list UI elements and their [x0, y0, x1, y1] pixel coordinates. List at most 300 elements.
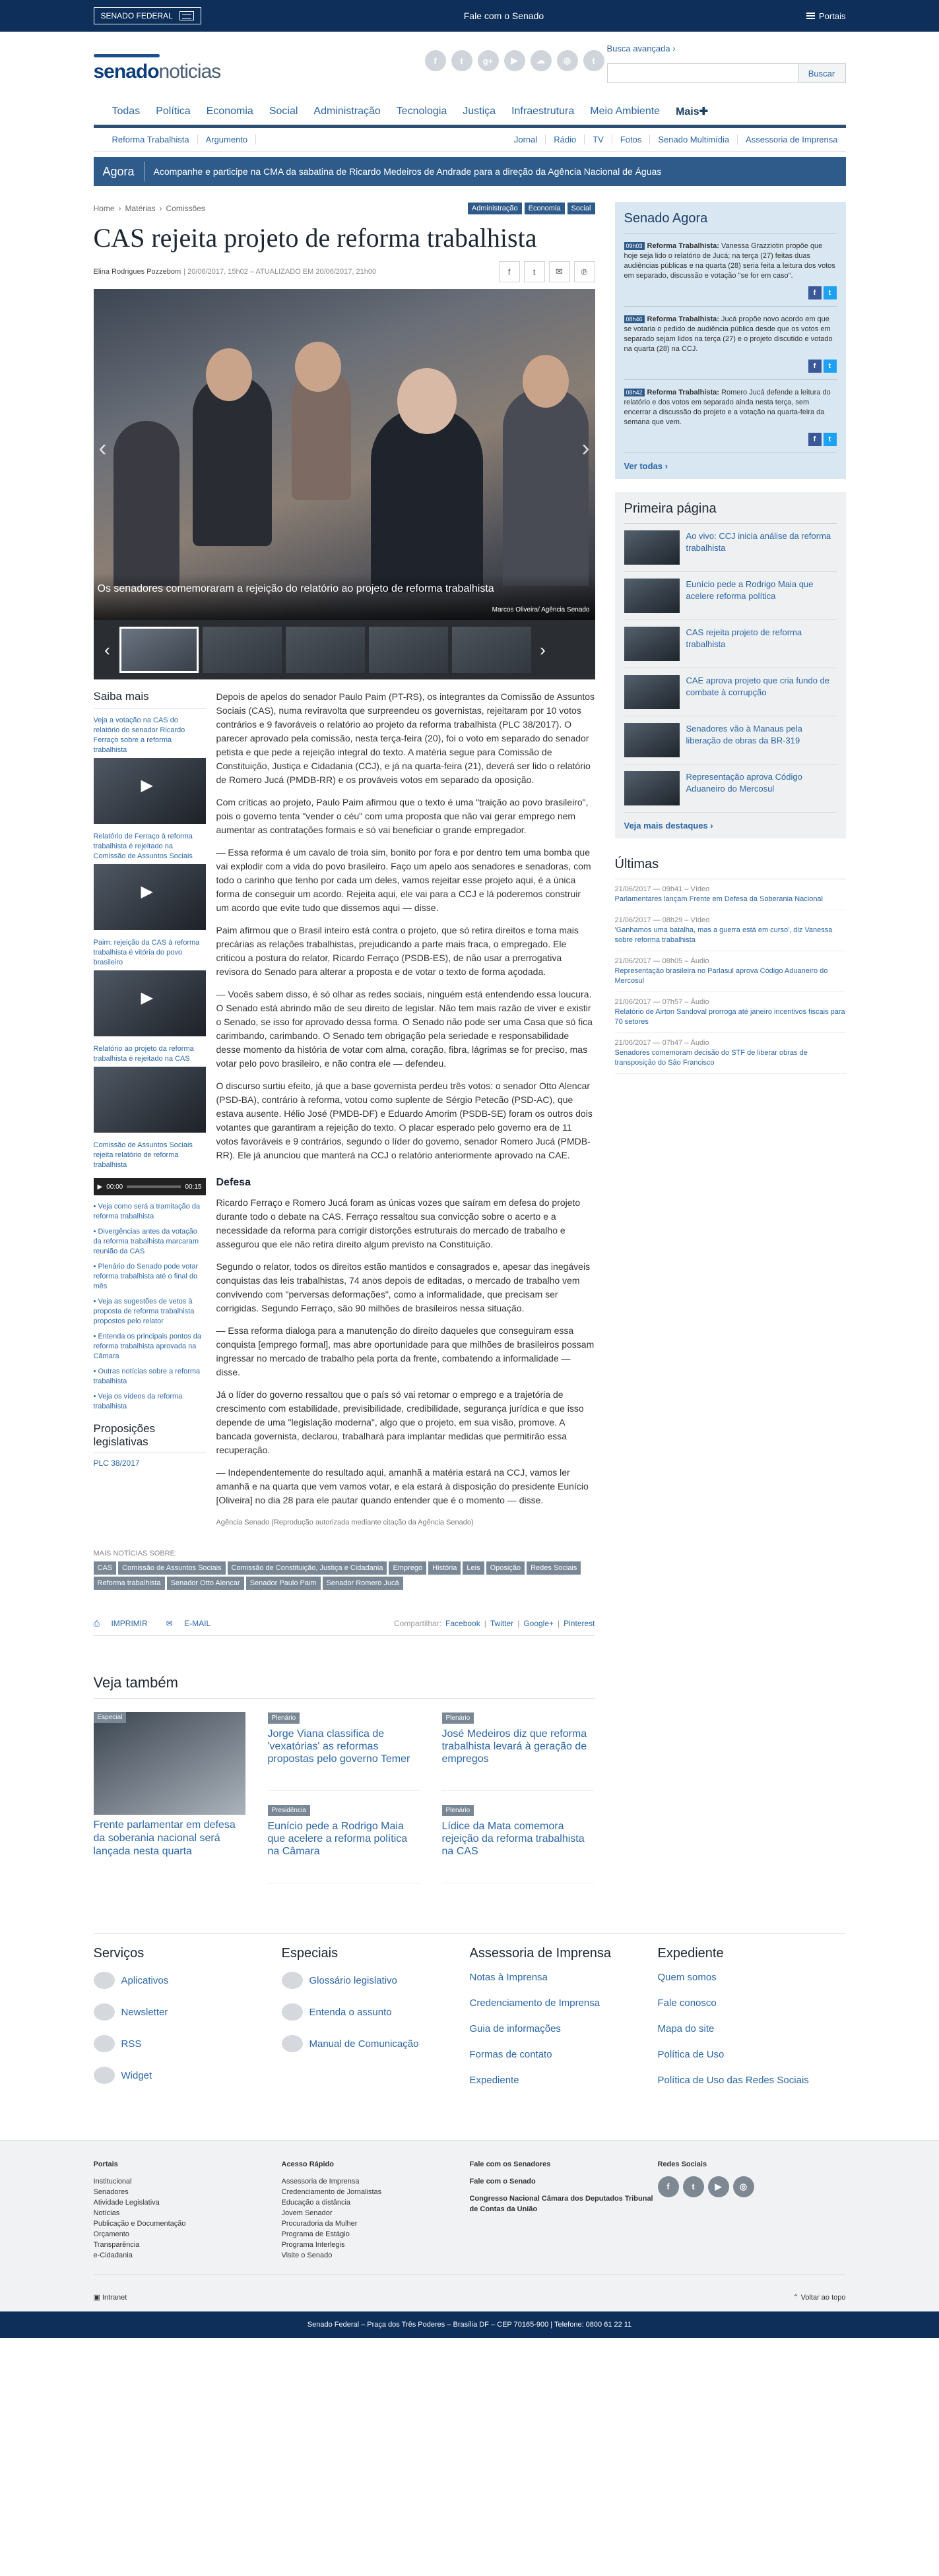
facebook-icon[interactable]: f	[808, 286, 822, 299]
topic-tag[interactable]: Senador Paulo Paim	[246, 1577, 321, 1590]
intranet-link[interactable]	[94, 2293, 127, 2302]
thumbnail[interactable]	[369, 627, 448, 673]
veja-label: Presidência	[268, 1805, 310, 1816]
lock-icon: ▣	[93, 2294, 102, 2302]
subnav-argumento[interactable]: Argumento	[198, 135, 257, 144]
source-note: Agência Senado (Reprodução autorizada mediante citação da Agência Senado)	[216, 1519, 474, 1526]
photo-face	[295, 342, 341, 392]
topic-tag[interactable]: Redes Sociais	[527, 1561, 581, 1575]
footer-link[interactable]: Atividade Legislativa	[93, 2199, 160, 2207]
veja-image	[94, 1712, 245, 1815]
tumblr-icon[interactable]: t	[583, 50, 604, 71]
print-label: IMPRIMIR	[111, 1619, 148, 1628]
veja-title: José Medeiros diz que reforma trabalhista levará à geração de empregos	[441, 1728, 587, 1765]
facebook-icon[interactable]: f	[808, 360, 822, 373]
main-nav	[94, 98, 846, 128]
item-topic: Reforma Trabalhista:	[647, 389, 719, 396]
ver-todas-link[interactable]: Ver todas ›	[624, 461, 668, 471]
saiba-item-label: Relatório ao projeto da reforma trabalhista é rejeitado na CAS	[93, 1045, 194, 1063]
twitter-icon[interactable]: t	[824, 433, 837, 446]
mais-noticias-label: MAIS NOTÍCIAS SOBRE:	[93, 1550, 178, 1557]
item-text: Jucá propõe novo acordo em que se votaria o pedido de audiência pública desde que os votos em separado sejam lidos na terça (27) e o projeto discutido e votado na quarta (28) na CCJ.	[624, 315, 833, 353]
veja-label: Especial	[94, 1712, 127, 1723]
item-title: Relatório de Airton Sandoval prorroga até janeiro incentivos fiscais para 70 setores	[614, 1008, 845, 1026]
share-twitter-icon[interactable]: t	[524, 261, 545, 282]
agora-text: Acompanhe e participe na CMA da sabatina de Ricardo Medeiros de Andrade para a direção da Agência Nacional de Águas	[153, 166, 662, 177]
photo-face	[523, 355, 569, 408]
subnav-assessoria[interactable]: Assessoria de Imprensa	[746, 135, 838, 144]
news-thumbnail	[624, 627, 680, 661]
email-button[interactable]	[166, 1619, 220, 1628]
primeira-item[interactable]	[624, 572, 837, 620]
news-thumbnail	[624, 771, 680, 805]
footer-link[interactable]: Programa Interlegis	[281, 2241, 345, 2249]
topic-tag[interactable]: Senador Otto Alencar	[167, 1577, 244, 1590]
topic-tag[interactable]: Comissão de Assuntos Sociais	[118, 1561, 225, 1575]
primeira-pagina-title: Primeira página	[624, 501, 837, 524]
voltar-topo-label: Voltar ao topo	[800, 2294, 846, 2302]
logo-light: noticias	[158, 61, 221, 82]
crumb-comissoes[interactable]: Comissões	[166, 204, 205, 213]
article	[94, 202, 595, 1897]
footer-fale-title[interactable]: Fale com os Senadores	[469, 2160, 551, 2168]
nav-tecnologia[interactable]: Tecnologia	[396, 105, 447, 117]
item-title: Parlamentares lançam Frente em Defesa da Soberania Nacional	[614, 895, 823, 903]
expediente-link[interactable]: Mapa do site	[657, 2023, 715, 2034]
veja-tambem-title: Veja também	[94, 1674, 595, 1699]
news-thumbnail	[624, 723, 680, 757]
servico-link[interactable]	[94, 1972, 282, 1989]
top-bar	[0, 0, 939, 32]
news-thumbnail	[624, 579, 680, 613]
senado-agora	[615, 202, 846, 479]
arrow-up-icon: ⌃	[793, 2294, 801, 2302]
share-pinterest-icon[interactable]: ℗	[574, 261, 595, 282]
portais-menu[interactable]	[806, 11, 845, 21]
footer-congresso[interactable]: Congresso Nacional Câmara dos Deputados Tribunal de Contas da União	[469, 2195, 653, 2213]
item-title: 'Ganhamos uma batalha, mas a guerra está em curso', diz Vanessa sobre reforma trabalhista	[614, 926, 833, 944]
video-thumbnail[interactable]	[94, 970, 206, 1036]
agora-banner[interactable]	[94, 157, 846, 186]
glossary-icon	[282, 1972, 303, 1989]
servico-label: Aplicativos	[121, 1974, 169, 1986]
thumbs-next-icon[interactable]: ›	[540, 639, 546, 660]
paragraph: Ricardo Ferraço e Romero Jucá foram as únicas vozes que saíram em defesa do projeto durante todo o debate na CAS. Ferraço ressaltou sua convicção sobre o acerto e a necessidade da reforma para corrigir distorções estruturais do mercado de trabalho e assegurou que ele não retira direito algum previsto na Constituição.	[216, 1197, 581, 1249]
especial-label: Glossário legislativo	[309, 1974, 397, 1986]
veja-card[interactable]	[94, 1712, 245, 1897]
menu-icon	[806, 13, 815, 19]
saiba-item-label: Comissão de Assuntos Sociais rejeita relatório de reforma trabalhista	[93, 1141, 193, 1169]
servicos-title: Serviços	[93, 1946, 145, 1961]
ultimas-item[interactable]	[615, 1033, 846, 1074]
player-duration: 00:15	[185, 1183, 202, 1191]
news-thumbnail	[624, 530, 680, 565]
youtube-icon[interactable]: ▶	[504, 50, 525, 71]
veja-title: Frente parlamentar em defesa da soberania nacional será lançada nesta quarta	[93, 1819, 236, 1857]
subnav-tv[interactable]: TV	[585, 135, 612, 144]
footer-acesso-title: Acesso Rápido	[281, 2160, 334, 2168]
audio-player[interactable]	[94, 1178, 206, 1195]
news-title: Eunício pede a Rodrigo Maia que acelere reforma política	[686, 579, 814, 601]
print-icon: ⎙	[93, 1619, 102, 1628]
paragraph: Com críticas ao projeto, Paulo Paim afirmou que o texto é uma "traição ao povo brasileiro", pois o governo tenta "vender o céu" com uma proposta que não vai gerar emprego nem aumentar as contratações formais e só vai beneficiar o grande empregador.	[216, 797, 589, 835]
item-topic: Reforma Trabalhista:	[647, 242, 719, 250]
topic-tag[interactable]: CAS	[94, 1561, 117, 1575]
share-pinterest-link[interactable]: Pinterest	[564, 1619, 595, 1628]
manual-icon	[282, 2035, 303, 2052]
article-body	[216, 690, 595, 1530]
twitter-icon[interactable]: t	[683, 2176, 704, 2197]
primeira-item[interactable]	[624, 668, 837, 716]
logo-bold: senado	[93, 61, 159, 82]
ultimas-item[interactable]	[615, 992, 846, 1033]
twitter-icon[interactable]: t	[824, 360, 837, 373]
nav-infraestrutura[interactable]: Infraestrutura	[511, 105, 575, 117]
widget-icon	[94, 2067, 115, 2084]
tag-administracao[interactable]: Administração	[468, 203, 522, 214]
thumbs-prev-icon[interactable]: ‹	[104, 639, 110, 660]
share-facebook-icon[interactable]: f	[499, 261, 520, 282]
crumb-sep: ›	[118, 204, 121, 213]
saiba-link[interactable]: ▪ Veja como será a tramitação da reforma trabalhista	[94, 1202, 206, 1222]
especiais-title: Especiais	[281, 1946, 339, 1961]
ultimas-title: Últimas	[615, 857, 846, 879]
footer-link[interactable]: Educação a distância	[281, 2199, 351, 2207]
address: Senado Federal – Praça dos Três Poderes – Brasília DF – CEP 70165-900 | Telefone: 0800 61 22 11	[307, 2321, 632, 2329]
saiba-item[interactable]	[94, 1044, 206, 1133]
saiba-item[interactable]	[94, 716, 206, 824]
busca-avancada-link[interactable]: Busca avançada ›	[606, 44, 676, 53]
subnav-radio[interactable]: Rádio	[546, 135, 585, 144]
veja-title: Lídice da Mata comemora rejeição da reforma trabalhista na CAS	[441, 1821, 585, 1857]
footer-link[interactable]: Institucional	[93, 2178, 132, 2185]
nav-administracao[interactable]: Administração	[313, 105, 381, 117]
saiba-link[interactable]: ▪ Veja os vídeos da reforma trabalhista	[94, 1392, 206, 1412]
footer-link[interactable]: Orçamento	[93, 2230, 129, 2238]
saiba-link[interactable]: ▪ Divergências antes da votação da reforma trabalhista marcaram reunião da CAS	[94, 1227, 206, 1257]
item-topic: Reforma Trabalhista:	[647, 315, 719, 323]
tag-social[interactable]: Social	[567, 203, 595, 214]
footer-link[interactable]: Assessoria de Imprensa	[281, 2178, 360, 2185]
item-text: Romero Jucá defende a leitura do relatório e dos votos em separado ainda nesta terça, sem encerrar a discussão do projeto e a votação na quarta-feira da semana que vem.	[624, 389, 831, 426]
facebook-icon[interactable]: f	[425, 50, 446, 71]
facebook-icon[interactable]: f	[808, 433, 822, 446]
print-button[interactable]	[94, 1619, 157, 1628]
photo-thumbnail[interactable]	[94, 1067, 206, 1133]
topic-tag[interactable]: História	[428, 1561, 461, 1575]
veja-card[interactable]	[442, 1712, 594, 1791]
veja-tambem	[94, 1674, 595, 1897]
play-icon[interactable]: ▶	[97, 1183, 103, 1191]
article-actions	[94, 1619, 595, 1636]
subnav-reforma[interactable]: Reforma Trabalhista	[94, 135, 198, 144]
twitter-icon[interactable]: t	[824, 286, 837, 299]
assessoria-link[interactable]: Guia de informações	[469, 2023, 561, 2034]
youtube-icon[interactable]: ▶	[708, 2176, 729, 2197]
instagram-icon[interactable]: ◎	[557, 50, 578, 71]
nav-mais[interactable]	[668, 105, 716, 118]
email-label: E-MAIL	[184, 1619, 211, 1628]
nav-politica[interactable]: Política	[156, 105, 191, 117]
time-badge: 08h46	[624, 315, 645, 323]
footer-fale-senado[interactable]: Fale com o Senado	[469, 2178, 536, 2185]
share-twitter-link[interactable]: Twitter	[490, 1619, 514, 1628]
photo-next-icon[interactable]: ›	[581, 434, 590, 461]
agora-tag: Agora	[94, 162, 145, 181]
item-date: 21/06/2017 — 09h41 – Vídeo	[614, 885, 710, 893]
topic-tag[interactable]: Emprego	[389, 1561, 426, 1575]
footer-link[interactable]: Credenciamento de Jornalistas	[281, 2188, 382, 2196]
separator: |	[517, 1619, 520, 1628]
logo-bar	[94, 54, 160, 57]
separator: |	[558, 1619, 560, 1628]
especial-label: Manual de Comunicação	[309, 2038, 419, 2050]
item-date: 21/06/2017 — 08h05 – Áudio	[614, 957, 709, 965]
servico-label: Widget	[121, 2069, 152, 2081]
expediente-link[interactable]: Política de Uso das Redes Sociais	[657, 2075, 809, 2086]
assessoria-link[interactable]: Formas de contato	[469, 2049, 552, 2060]
email-icon: ✉	[166, 1619, 176, 1628]
especial-link[interactable]	[282, 2003, 470, 2021]
share-email-icon[interactable]: ✉	[549, 261, 570, 282]
share-facebook-link[interactable]: Facebook	[445, 1619, 480, 1628]
crumb-home[interactable]: Home	[93, 204, 115, 213]
senado-agora-title: Senado Agora	[624, 211, 837, 234]
servico-link[interactable]	[94, 2035, 282, 2052]
ultimas-item[interactable]	[615, 910, 846, 951]
photo-prev-icon[interactable]: ‹	[98, 434, 107, 461]
senado-federal-button[interactable]	[94, 7, 201, 24]
assessoria-link[interactable]: Notas à Imprensa	[469, 1972, 548, 1983]
topic-tag[interactable]: Senador Romero Jucá	[323, 1577, 403, 1590]
footer-link[interactable]: Transparência	[93, 2241, 140, 2249]
paragraph: Paim afirmou que o Brasil inteiro está contra o projeto, que só retira direitos e torna mais precárias as relações trabalhistas, prejudicando a parte mais fraca, o empregado. Ele criticou a postura do relator, Ricardo Ferraço (PSDB-ES), de não usar a prerrogativa revisora do Senado para alterar a proposta e de votar o texto de forma açodada.	[216, 925, 579, 977]
flag-icon	[179, 11, 194, 20]
logo[interactable]	[94, 46, 259, 82]
sidebar	[615, 202, 846, 1897]
article-title: CAS rejeita projeto de reforma trabalhista	[93, 223, 537, 253]
news-title: Senadores vão à Manaus pela liberação de obras da BR-319	[686, 724, 802, 745]
assessoria-link[interactable]: Credenciamento de Imprensa	[469, 1997, 600, 2009]
video-thumbnail[interactable]	[94, 758, 206, 824]
saiba-item-label: Relatório de Ferraço à reforma trabalhista é rejeitado na Comissão de Assuntos Sociais	[93, 832, 193, 860]
rss-icon	[94, 2035, 115, 2052]
thumbnail[interactable]	[119, 627, 199, 673]
saiba-item-label: Paim: rejeição da CAS à reforma trabalhista é vitória do povo brasileiro	[93, 939, 200, 966]
saiba-item-label: Veja a votação na CAS do relatório do senador Ricardo Ferraço sobre a reforma trabalhista	[93, 716, 185, 754]
news-title: Ao vivo: CCJ inicia análise da reforma trabalhista	[686, 531, 831, 553]
photo-thumbnails	[94, 620, 595, 679]
nav-economia[interactable]: Economia	[206, 105, 253, 117]
senado-federal-label: SENADO FEDERAL	[100, 11, 173, 20]
paragraph: — Independentemente do resultado aqui, amanhã a matéria estará na CCJ, vamos ler amanhã e na quarta que vem vamos votar, e ela estará à disposição do presidente Eunício [Oliveira] no dia 28 para ele pautar quando entender que é o momento — disse.	[216, 1467, 589, 1505]
sub-nav	[94, 128, 846, 152]
compartilhar-label: Compartilhar:	[393, 1619, 442, 1628]
photo-figure	[371, 408, 483, 592]
paragraph: Segundo o relator, todos os direitos estão mantidos e consagrados e, apesar das inegáveis conquistas das leis trabalhistas, 74 anos depois de editadas, o mercado de trabalho vem convivendo com "perversas deformações", como a informalidade, que precisam ser corrigidas. Segundo Ferraço, são 90 milhões de brasileiros nessa situação.	[216, 1261, 591, 1313]
nav-meio-ambiente[interactable]: Meio Ambiente	[590, 105, 661, 117]
proposicoes-title: Proposições legislativas	[94, 1422, 206, 1453]
item-date: 21/06/2017 — 07h57 – Áudio	[614, 998, 709, 1006]
googleplus-icon[interactable]: g+	[478, 50, 499, 71]
primeira-item[interactable]	[624, 716, 837, 765]
veja-label: Plenário	[442, 1712, 474, 1724]
veja-card[interactable]	[268, 1804, 420, 1883]
photo-credit: Marcos Oliveira/ Agência Senado	[492, 606, 590, 613]
header-social	[425, 50, 604, 71]
search-input[interactable]	[607, 63, 798, 83]
nav-mais-label: Mais	[676, 106, 699, 117]
ultimas-item[interactable]	[615, 951, 846, 992]
saiba-item[interactable]	[94, 832, 206, 930]
paragraph: Já o líder do governo ressaltou que o país só vai retomar o emprego e a trajetória de crescimento com estabilidade, previsibilidade, credibilidade, segurança jurídica e que isso depende de uma "legislação moderna", algo que o projeto, em sua visão, promove. A bancada governista, declarou, trabalhará para implantar medidas que permitirão essa recuperação.	[216, 1389, 584, 1455]
expediente-link[interactable]: Quem somos	[657, 1972, 717, 1983]
soundcloud-icon[interactable]: ☁	[531, 50, 552, 71]
paragraph: O discurso surtiu efeito, já que a base governista perdeu três votos: o senador Otto Alencar (PSD-BA), contrário à reforma, votou como suplente de Sérgio Petecão (PSD-AC), que estava ausente. Hélio José (PMDB-DF) e Eduardo Amorim (PSDB-SE) foram os outros dois votantes que garantiram a rejeição do texto. O placar esperado pelo governo era de 11 votos favoráveis e 9 contrários, segundo o líder do governo, senador Romero Jucá (PMDB-RR). Ele já anunciou que manterá na CCJ o relatório anteriormente aprovado na CAE.	[216, 1081, 593, 1160]
saiba-mais	[94, 690, 206, 1530]
crumb-materias[interactable]: Matérias	[125, 204, 156, 213]
servico-link[interactable]	[94, 2067, 282, 2084]
especial-label: Entenda o assunto	[309, 2006, 392, 2018]
nav-todas[interactable]: Todas	[112, 105, 141, 117]
thumbnail[interactable]	[286, 627, 365, 673]
search-button[interactable]: Buscar	[798, 63, 846, 83]
footer	[0, 2140, 939, 2311]
veja-label: Plenário	[442, 1805, 474, 1816]
topic-tag[interactable]: Leis	[463, 1561, 484, 1575]
photo-face	[397, 368, 457, 434]
facebook-icon[interactable]: f	[658, 2176, 679, 2197]
especial-link[interactable]	[282, 1972, 470, 1989]
search-box	[607, 63, 846, 83]
thumbnail[interactable]	[203, 627, 282, 673]
photo-caption-area	[94, 574, 595, 620]
item-date: 21/06/2017 — 08h29 – Vídeo	[614, 916, 710, 924]
assessoria-title: Assessoria de Imprensa	[469, 1946, 612, 1961]
veja-title: Eunício pede a Rodrigo Maia que acelere a reforma política na Câmara	[267, 1821, 408, 1857]
topic-tag[interactable]: Comissão de Constituição, Justiça e Cidadania	[228, 1561, 387, 1575]
ultimas-item[interactable]	[615, 879, 846, 910]
footer-link[interactable]: Jovem Senador	[281, 2209, 333, 2217]
veja-title: Jorge Viana classifica de 'vexatórias' as reformas propostas pelo governo Temer	[267, 1728, 410, 1765]
saiba-item[interactable]	[94, 938, 206, 1036]
expediente-title: Expediente	[657, 1946, 724, 1961]
subnav-jornal[interactable]: Jornal	[506, 135, 546, 144]
item-text: Vanessa Grazziotin propõe que hoje seja lido o relatório de Jucá; na terça (27) feitas duas audiências públicas e na quarta (28) seria feita a leitura dos votos em separado, discussão e votação "se for em caso".	[624, 242, 835, 280]
news-thumbnail	[624, 675, 680, 709]
crumb-sep: ›	[159, 204, 162, 213]
primeira-pagina	[615, 492, 846, 838]
nav-justica[interactable]: Justiça	[463, 105, 496, 117]
primeira-item[interactable]	[624, 765, 837, 813]
primeira-item[interactable]	[624, 524, 837, 572]
author[interactable]: Elina Rodrigues Pozzebom	[93, 268, 181, 276]
article-date: | 20/06/2017, 15h02 – ATUALIZADO EM 20/06/2017, 21h00	[183, 268, 377, 276]
proposicao-link[interactable]: PLC 38/2017	[93, 1459, 140, 1468]
topic-tag[interactable]: Reforma trabalhista	[94, 1577, 165, 1590]
footer-link[interactable]: Publicação e Documentação	[93, 2220, 186, 2228]
veja-card[interactable]	[268, 1712, 420, 1791]
instagram-icon[interactable]: ◎	[733, 2176, 754, 2197]
saiba-link[interactable]: ▪ Plenário do Senado pode votar reforma trabalhista até o final do mês	[94, 1262, 206, 1292]
senado-agora-item[interactable]	[624, 307, 837, 380]
paragraph: — Vocês sabem disso, é só olhar as redes sociais, ninguém está entendendo essa loucura. O Senado está abrindo mão de seu direito de legislar. Não tem mais razão de viver e existir o Senado, se isso for aprovado dessa forma. O Senado não pode ser uma Casa que só fica carimbando, carimbando. O Senado tem obrigação pela seriedade e responsabilidade desse momento da história de votar com alma, coração, fibra, lágrimas se for preciso, mas votar pelo povo brasileiro, e não contra ele — defendeu.	[216, 989, 593, 1069]
servico-link[interactable]	[94, 2003, 282, 2021]
senado-agora-item[interactable]	[624, 380, 837, 453]
fale-com-senado-link[interactable]: Fale com o Senado	[463, 11, 544, 21]
assessoria-link[interactable]: Expediente	[469, 2075, 519, 2086]
time-badge: 09h03	[624, 242, 645, 250]
saiba-link[interactable]: ▪ Outras notícias sobre a reforma trabalhista	[94, 1367, 206, 1387]
thumbnail[interactable]	[452, 627, 531, 673]
footer-link[interactable]: Notícias	[93, 2209, 120, 2217]
footer-services	[94, 1933, 846, 2100]
veja-mais-destaques-link[interactable]: Veja mais destaques ›	[624, 821, 713, 831]
footer-link[interactable]: Procuradoria da Mulher	[281, 2220, 358, 2228]
footer-link[interactable]: Senadores	[93, 2188, 129, 2196]
mais-noticias	[94, 1550, 595, 1590]
servico-label: RSS	[121, 2038, 142, 2050]
nav-social[interactable]: Social	[269, 105, 298, 117]
lightbulb-icon	[282, 2003, 303, 2021]
senado-agora-item[interactable]	[624, 234, 837, 307]
veja-card[interactable]	[442, 1804, 594, 1883]
veja-label: Plenário	[268, 1712, 300, 1724]
voltar-topo-link[interactable]	[793, 2293, 845, 2302]
expediente-link[interactable]: Política de Uso	[657, 2049, 725, 2060]
plus-icon: ✚	[699, 106, 709, 117]
paragraph: — Essa reforma é um cavalo de troia sim, bonito por fora e por dentro tem uma bomba que vai explodir com a vida do povo brasileiro. Faço um apelo aos senadores e senadoras, com todo o carinho que tenho por cada um deles, vamos rejeitar esse projeto aqui, é a única forma de conseguir um acordo. Rejeita aqui, ele vai para a CCJ e lá poderemos construir um acordo que evite tudo que dissemos aqui — disse.	[216, 847, 591, 913]
topic-tag[interactable]: Oposição	[486, 1561, 525, 1575]
breadcrumb	[94, 204, 209, 213]
item-title: Senadores comemoram decisão do STF de liberar obras de transposição do São Francisco	[614, 1049, 808, 1067]
paragraph: Depois de apelos do senador Paulo Paim (PT-RS), os integrantes da Comissão de Assuntos Sociais (CAS), numa reviravolta que surpreendeu os governistas, rejeitaram por 10 votos contrários e 9 favoráveis o relatório ao projeto da reforma trabalhista (PLC 38/2017). O parecer aprovado pela comissão, nesta terça-feira (20), foi o voto em separado do senador petista e que pede a rejeição integral do texto. A matéria segue para Comissão de Constituição, Justiça e Cidadania (CCJ), e já na quarta-feira (21), deverá ser lido o relatório de Romero Jucá (PMDB-RR) e os prováveis votos em separado da oposição.	[216, 691, 595, 785]
share-google-link[interactable]: Google+	[523, 1619, 554, 1628]
player-progress[interactable]	[127, 1185, 181, 1188]
saiba-item[interactable]	[94, 1141, 206, 1170]
intranet-label: Intranet	[102, 2294, 127, 2302]
saiba-link[interactable]: ▪ Veja as sugestões de vetos à proposta de reforma trabalhista propostos pelo relator	[94, 1297, 206, 1327]
section-subtitle: Defesa	[216, 1177, 251, 1188]
especial-link[interactable]	[282, 2035, 470, 2052]
news-title: CAS rejeita projeto de reforma trabalhista	[686, 627, 802, 649]
saiba-link[interactable]: ▪ Entenda os principais pontos da reforma trabalhista aprovada na Câmara	[94, 1332, 206, 1362]
bottom-bar	[0, 2311, 939, 2338]
tag-economia[interactable]: Economia	[525, 203, 565, 214]
footer-link[interactable]: Visite o Senado	[281, 2251, 333, 2259]
subnav-fotos[interactable]: Fotos	[612, 135, 651, 144]
twitter-icon[interactable]: t	[451, 50, 472, 71]
main-photo[interactable]	[94, 289, 595, 620]
subnav-multimidia[interactable]: Senado Multimídia	[650, 135, 738, 144]
photo-caption: Os senadores comemoraram a rejeição do relatório ao projeto de reforma trabalhista	[97, 583, 494, 594]
photo-figure	[503, 388, 589, 586]
app-icon	[94, 1972, 115, 1989]
ultimas	[615, 857, 846, 1074]
footer-link[interactable]: Programa de Estágio	[281, 2230, 350, 2238]
video-thumbnail[interactable]	[94, 864, 206, 930]
news-title: Representação aprova Código Aduaneiro do Mercosul	[686, 772, 802, 794]
expediente-link[interactable]: Fale conosco	[657, 1997, 717, 2009]
news-title: CAE aprova projeto que cria fundo de combate à corrupção	[686, 675, 830, 697]
player-time: 00:00	[106, 1183, 123, 1191]
primeira-item[interactable]	[624, 620, 837, 668]
footer-link[interactable]: e-Cidadania	[93, 2251, 133, 2259]
portais-label: Portais	[819, 11, 846, 21]
paragraph: — Essa reforma dialoga para a manutenção do direito daqueles que conseguiram essa conquista [emprego formal], mas abre oportunidade para que milhões de brasileiros possam ingressar no mercado de trabalho pela porta da frente, combatendo a informalidade — disse.	[216, 1325, 595, 1377]
footer-redes-title: Redes Sociais	[657, 2160, 707, 2168]
photo-figure	[113, 421, 179, 586]
